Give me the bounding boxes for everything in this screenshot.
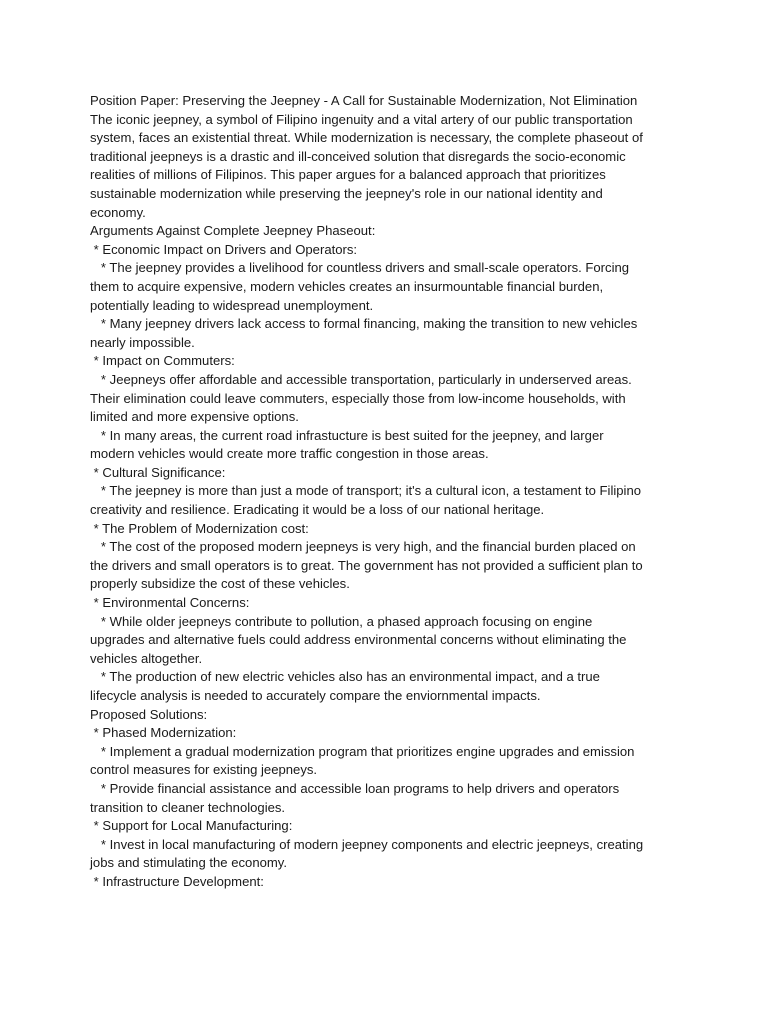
section-heading-solutions: Proposed Solutions: <box>90 706 208 722</box>
intro-paragraph-line: traditional jeepneys is a drastic and ill-conceived solution that disregards the socio-economic <box>90 148 626 164</box>
bullet-heading: * The Problem of Modernization cost: <box>90 520 309 536</box>
sub-bullet-line: * Many jeepney drivers lack access to formal financing, making the transition to new vehicles <box>90 316 638 332</box>
section-heading-arguments: Arguments Against Complete Jeepney Phaseout: <box>90 223 376 239</box>
sub-bullet-line: * While older jeepneys contribute to pollution, a phased approach focusing on engine <box>90 613 593 629</box>
sub-bullet-line: vehicles altogether. <box>90 650 203 666</box>
sub-bullet-line: * The production of new electric vehicles also has an environmental impact, and a true <box>90 669 600 685</box>
sub-bullet-line: properly subsidize the cost of these vehicles. <box>90 576 350 592</box>
bullet-heading: * Environmental Concerns: <box>90 595 250 611</box>
sub-bullet-line: * The cost of the proposed modern jeepneys is very high, and the financial burden placed on <box>90 539 636 555</box>
sub-bullet-line: modern vehicles would create more traffic congestion in those areas. <box>90 446 489 462</box>
intro-paragraph-line: sustainable modernization while preserving the jeepney's role in our national identity and <box>90 185 603 201</box>
sub-bullet-line: * The jeepney provides a livelihood for countless drivers and small-scale operators. Forcing <box>90 260 630 276</box>
sub-bullet-line: them to acquire expensive, modern vehicles creates an insurmountable financial burden, <box>90 278 604 294</box>
bullet-heading: * Infrastructure Development: <box>90 873 264 889</box>
intro-paragraph-line: realities of millions of Filipinos. This paper argues for a balanced approach that prioritizes <box>90 167 606 183</box>
intro-paragraph-line: system, faces an existential threat. While modernization is necessary, the complete phaseout of <box>90 130 643 146</box>
sub-bullet-line: limited and more expensive options. <box>90 409 299 425</box>
bullet-heading: * Phased Modernization: <box>90 725 237 741</box>
sub-bullet-line: potentially leading to widespread unemployment. <box>90 297 374 313</box>
bullet-heading: * Economic Impact on Drivers and Operators: <box>90 241 358 257</box>
sub-bullet-line: nearly impossible. <box>90 334 195 350</box>
sub-bullet-line: jobs and stimulating the economy. <box>90 855 288 871</box>
sub-bullet-line: the drivers and small operators is to great. The government has not provided a sufficient plan to <box>90 557 643 573</box>
document-page <box>90 92 690 892</box>
sub-bullet-line: transition to cleaner technologies. <box>90 799 286 815</box>
sub-bullet-line: * In many areas, the current road infrastucture is best suited for the jeepney, and larger <box>90 427 604 443</box>
sub-bullet-line: * Invest in local manufacturing of modern jeepney components and electric jeepneys, creating <box>90 836 644 852</box>
bullet-heading: * Cultural Significance: <box>90 464 226 480</box>
sub-bullet-line: upgrades and alternative fuels could address environmental concerns without eliminating the <box>90 632 627 648</box>
sub-bullet-line: control measures for existing jeepneys. <box>90 762 318 778</box>
sub-bullet-line: Their elimination could leave commuters, especially those from low-income households, with <box>90 390 626 406</box>
bullet-heading: * Impact on Commuters: <box>90 353 235 369</box>
intro-paragraph-line: The iconic jeepney, a symbol of Filipino ingenuity and a vital artery of our public transportation <box>90 111 633 127</box>
sub-bullet-line: * Provide financial assistance and accessible loan programs to help drivers and operators <box>90 780 620 796</box>
sub-bullet-line: * The jeepney is more than just a mode of transport; it's a cultural icon, a testament to Filipino <box>90 483 642 499</box>
bullet-heading: * Support for Local Manufacturing: <box>90 818 293 834</box>
sub-bullet-line: lifecycle analysis is needed to accurately compare the enviornmental impacts. <box>90 688 541 703</box>
sub-bullet-line: * Jeepneys offer affordable and accessible transportation, particularly in underserved areas. <box>90 371 632 387</box>
document-title: Position Paper: Preserving the Jeepney - A Call for Sustainable Modernization, Not Elimination <box>90 93 638 108</box>
sub-bullet-line: creativity and resilience. Eradicating it would be a loss of our national heritage. <box>90 502 545 518</box>
intro-paragraph-line: economy. <box>90 204 146 220</box>
sub-bullet-line: * Implement a gradual modernization program that prioritizes engine upgrades and emission <box>90 743 635 759</box>
